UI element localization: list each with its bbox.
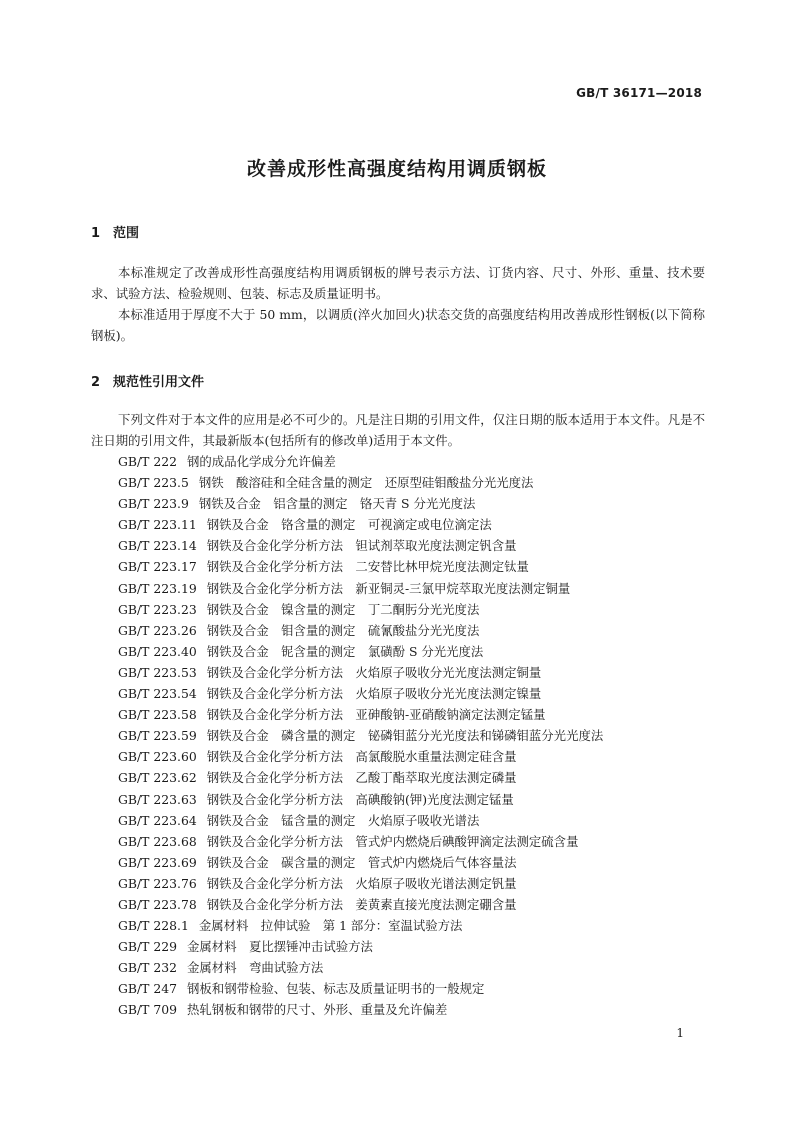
reference-code: GB/T 223.60 bbox=[118, 749, 197, 765]
reference-code: GB/T 223.78 bbox=[118, 896, 197, 912]
reference-title: 钢铁及合金化学分析方法 火焰原子吸收光谱法测定钒量 bbox=[206, 875, 517, 891]
reference-code: GB/T 223.76 bbox=[118, 875, 197, 891]
reference-title: 钢铁及合金 磷含量的测定 铋磷钼蓝分光光度法和锑磷钼蓝分光光度法 bbox=[206, 728, 604, 744]
reference-code: GB/T 223.59 bbox=[118, 728, 197, 744]
reference-title: 钢铁及合金化学分析方法 亚砷酸钠-亚硝酸钠滴定法测定锰量 bbox=[206, 707, 546, 723]
reference-title: 钢铁及合金 铬含量的测定 可视滴定或电位滴定法 bbox=[206, 517, 492, 533]
reference-item bbox=[118, 767, 603, 788]
reference-title: 钢铁及合金化学分析方法 管式炉内燃烧后碘酸钾滴定法测定硫含量 bbox=[206, 833, 579, 849]
reference-item bbox=[118, 578, 603, 599]
reference-title: 钢铁及合金 碳含量的测定 管式炉内燃烧后气体容量法 bbox=[206, 854, 517, 870]
reference-item bbox=[118, 789, 603, 810]
reference-item bbox=[118, 999, 603, 1020]
reference-title: 钢铁及合金化学分析方法 高氯酸脱水重量法测定硅含量 bbox=[206, 749, 517, 765]
reference-title: 钢的成品化学成分允许偏差 bbox=[187, 454, 336, 469]
reference-title: 钢铁及合金化学分析方法 姜黄素直接光度法测定硼含量 bbox=[206, 896, 517, 912]
reference-title: 钢铁 酸溶硅和全硅含量的测定 还原型硅钼酸盐分光光度法 bbox=[198, 475, 534, 491]
reference-item bbox=[118, 662, 603, 683]
standard-code: GB/T 36171—2018 bbox=[576, 86, 702, 100]
reference-title: 钢铁及合金 镍含量的测定 丁二酮肟分光光度法 bbox=[206, 601, 480, 617]
section-number: 2 bbox=[91, 375, 101, 390]
reference-item bbox=[118, 704, 603, 725]
reference-title: 钢铁及合金 钼含量的测定 硫氰酸盐分光光度法 bbox=[206, 622, 480, 638]
reference-item bbox=[118, 641, 603, 662]
reference-title: 钢铁及合金 锰含量的测定 火焰原子吸收光谱法 bbox=[206, 812, 480, 828]
reference-code: GB/T 223.53 bbox=[118, 664, 197, 680]
reference-item bbox=[118, 978, 603, 999]
reference-item bbox=[118, 535, 603, 556]
reference-item bbox=[118, 957, 603, 978]
reference-title: 钢铁及合金 铌含量的测定 氯磺酚 S 分光光度法 bbox=[206, 643, 484, 659]
reference-code: GB/T 223.19 bbox=[118, 580, 197, 596]
reference-code: GB/T 223.63 bbox=[118, 791, 197, 807]
reference-code: GB/T 232 bbox=[118, 960, 178, 976]
reference-code: GB/T 247 bbox=[118, 981, 178, 997]
reference-code: GB/T 223.14 bbox=[118, 538, 197, 554]
scope-paragraph-2: 本标准适用于厚度不大于 50 mm，以调质(淬火加回火)状态交货的高强度结构用改善成形性钢板(以下简称钢板)。 bbox=[91, 307, 705, 343]
reference-item bbox=[118, 915, 603, 936]
reference-code: GB/T 222 bbox=[118, 454, 178, 469]
reference-code: GB/T 223.54 bbox=[118, 686, 197, 702]
reference-item bbox=[118, 514, 603, 535]
reference-code: GB/T 709 bbox=[118, 1002, 178, 1018]
reference-item bbox=[118, 683, 603, 704]
reference-title: 钢铁及合金化学分析方法 新亚铜灵-三氯甲烷萃取光度法测定铜量 bbox=[206, 580, 571, 596]
reference-title: 钢铁及合金化学分析方法 高碘酸钠(钾)光度法测定锰量 bbox=[206, 791, 514, 807]
reference-title: 钢铁及合金化学分析方法 火焰原子吸收分光光度法测定镍量 bbox=[206, 686, 542, 702]
references-intro: 下列文件对于本文件的应用是必不可少的。凡是注日期的引用文件，仅注日期的版本适用于本文件。凡是不注日期的引用文件，其最新版本(包括所有的修改单)适用于本文件。 bbox=[91, 412, 705, 448]
reference-item bbox=[118, 810, 603, 831]
reference-item bbox=[118, 599, 603, 620]
reference-item bbox=[118, 620, 603, 641]
reference-title: 金属材料 弯曲试验方法 bbox=[187, 960, 324, 976]
reference-code: GB/T 223.23 bbox=[118, 601, 197, 617]
reference-code: GB/T 223.11 bbox=[118, 517, 197, 533]
reference-item bbox=[118, 556, 603, 577]
reference-code: GB/T 223.64 bbox=[118, 812, 197, 828]
reference-item bbox=[118, 493, 603, 514]
reference-title: 钢铁及合金化学分析方法 乙酸丁酯萃取光度法测定磷量 bbox=[206, 770, 517, 786]
reference-title: 钢板和钢带检验、包装、标志及质量证明书的一般规定 bbox=[187, 981, 485, 997]
reference-item bbox=[118, 746, 603, 767]
reference-item bbox=[118, 873, 603, 894]
reference-list bbox=[118, 451, 603, 1021]
reference-item bbox=[118, 852, 603, 873]
reference-code: GB/T 228.1 bbox=[118, 918, 189, 934]
reference-title: 钢铁及合金 铝含量的测定 铬天青 S 分光光度法 bbox=[198, 496, 476, 512]
reference-code: GB/T 223.17 bbox=[118, 559, 197, 575]
reference-title: 钢铁及合金化学分析方法 二安替比林甲烷光度法测定钛量 bbox=[206, 559, 529, 575]
reference-code: GB/T 229 bbox=[118, 939, 178, 955]
section-title: 范围 bbox=[113, 226, 140, 241]
reference-title: 金属材料 夏比摆锤冲击试验方法 bbox=[187, 939, 373, 955]
reference-code: GB/T 223.68 bbox=[118, 833, 197, 849]
reference-item bbox=[118, 725, 603, 746]
section-2-heading bbox=[91, 371, 204, 390]
section-title: 规范性引用文件 bbox=[113, 375, 205, 390]
reference-code: GB/T 223.69 bbox=[118, 854, 197, 870]
scope-paragraph-1: 本标准规定了改善成形性高强度结构用调质钢板的牌号表示方法、订货内容、尺寸、外形、重量、技术要求、试验方法、检验规则、包装、标志及质量证明书。 bbox=[91, 265, 705, 301]
reference-code: GB/T 223.26 bbox=[118, 622, 197, 638]
reference-title: 热轧钢板和钢带的尺寸、外形、重量及允许偏差 bbox=[187, 1002, 448, 1018]
reference-item bbox=[118, 936, 603, 957]
reference-item bbox=[118, 831, 603, 852]
reference-code: GB/T 223.40 bbox=[118, 643, 197, 659]
reference-title: 金属材料 拉伸试验 第 1 部分：室温试验方法 bbox=[198, 918, 463, 934]
section-number: 1 bbox=[91, 226, 101, 241]
reference-item bbox=[118, 451, 603, 472]
reference-code: GB/T 223.5 bbox=[118, 475, 189, 491]
reference-code: GB/T 223.9 bbox=[118, 496, 189, 512]
page-number: 1 bbox=[676, 1026, 684, 1040]
reference-item bbox=[118, 894, 603, 915]
reference-code: GB/T 223.62 bbox=[118, 770, 197, 786]
document-title: 改善成形性高强度结构用调质钢板 bbox=[246, 158, 547, 180]
reference-title: 钢铁及合金化学分析方法 火焰原子吸收分光光度法测定铜量 bbox=[206, 664, 542, 680]
reference-title: 钢铁及合金化学分析方法 钽试剂萃取光度法测定钒含量 bbox=[206, 538, 517, 554]
reference-item bbox=[118, 472, 603, 493]
section-1-heading bbox=[91, 222, 139, 241]
reference-code: GB/T 223.58 bbox=[118, 707, 197, 723]
